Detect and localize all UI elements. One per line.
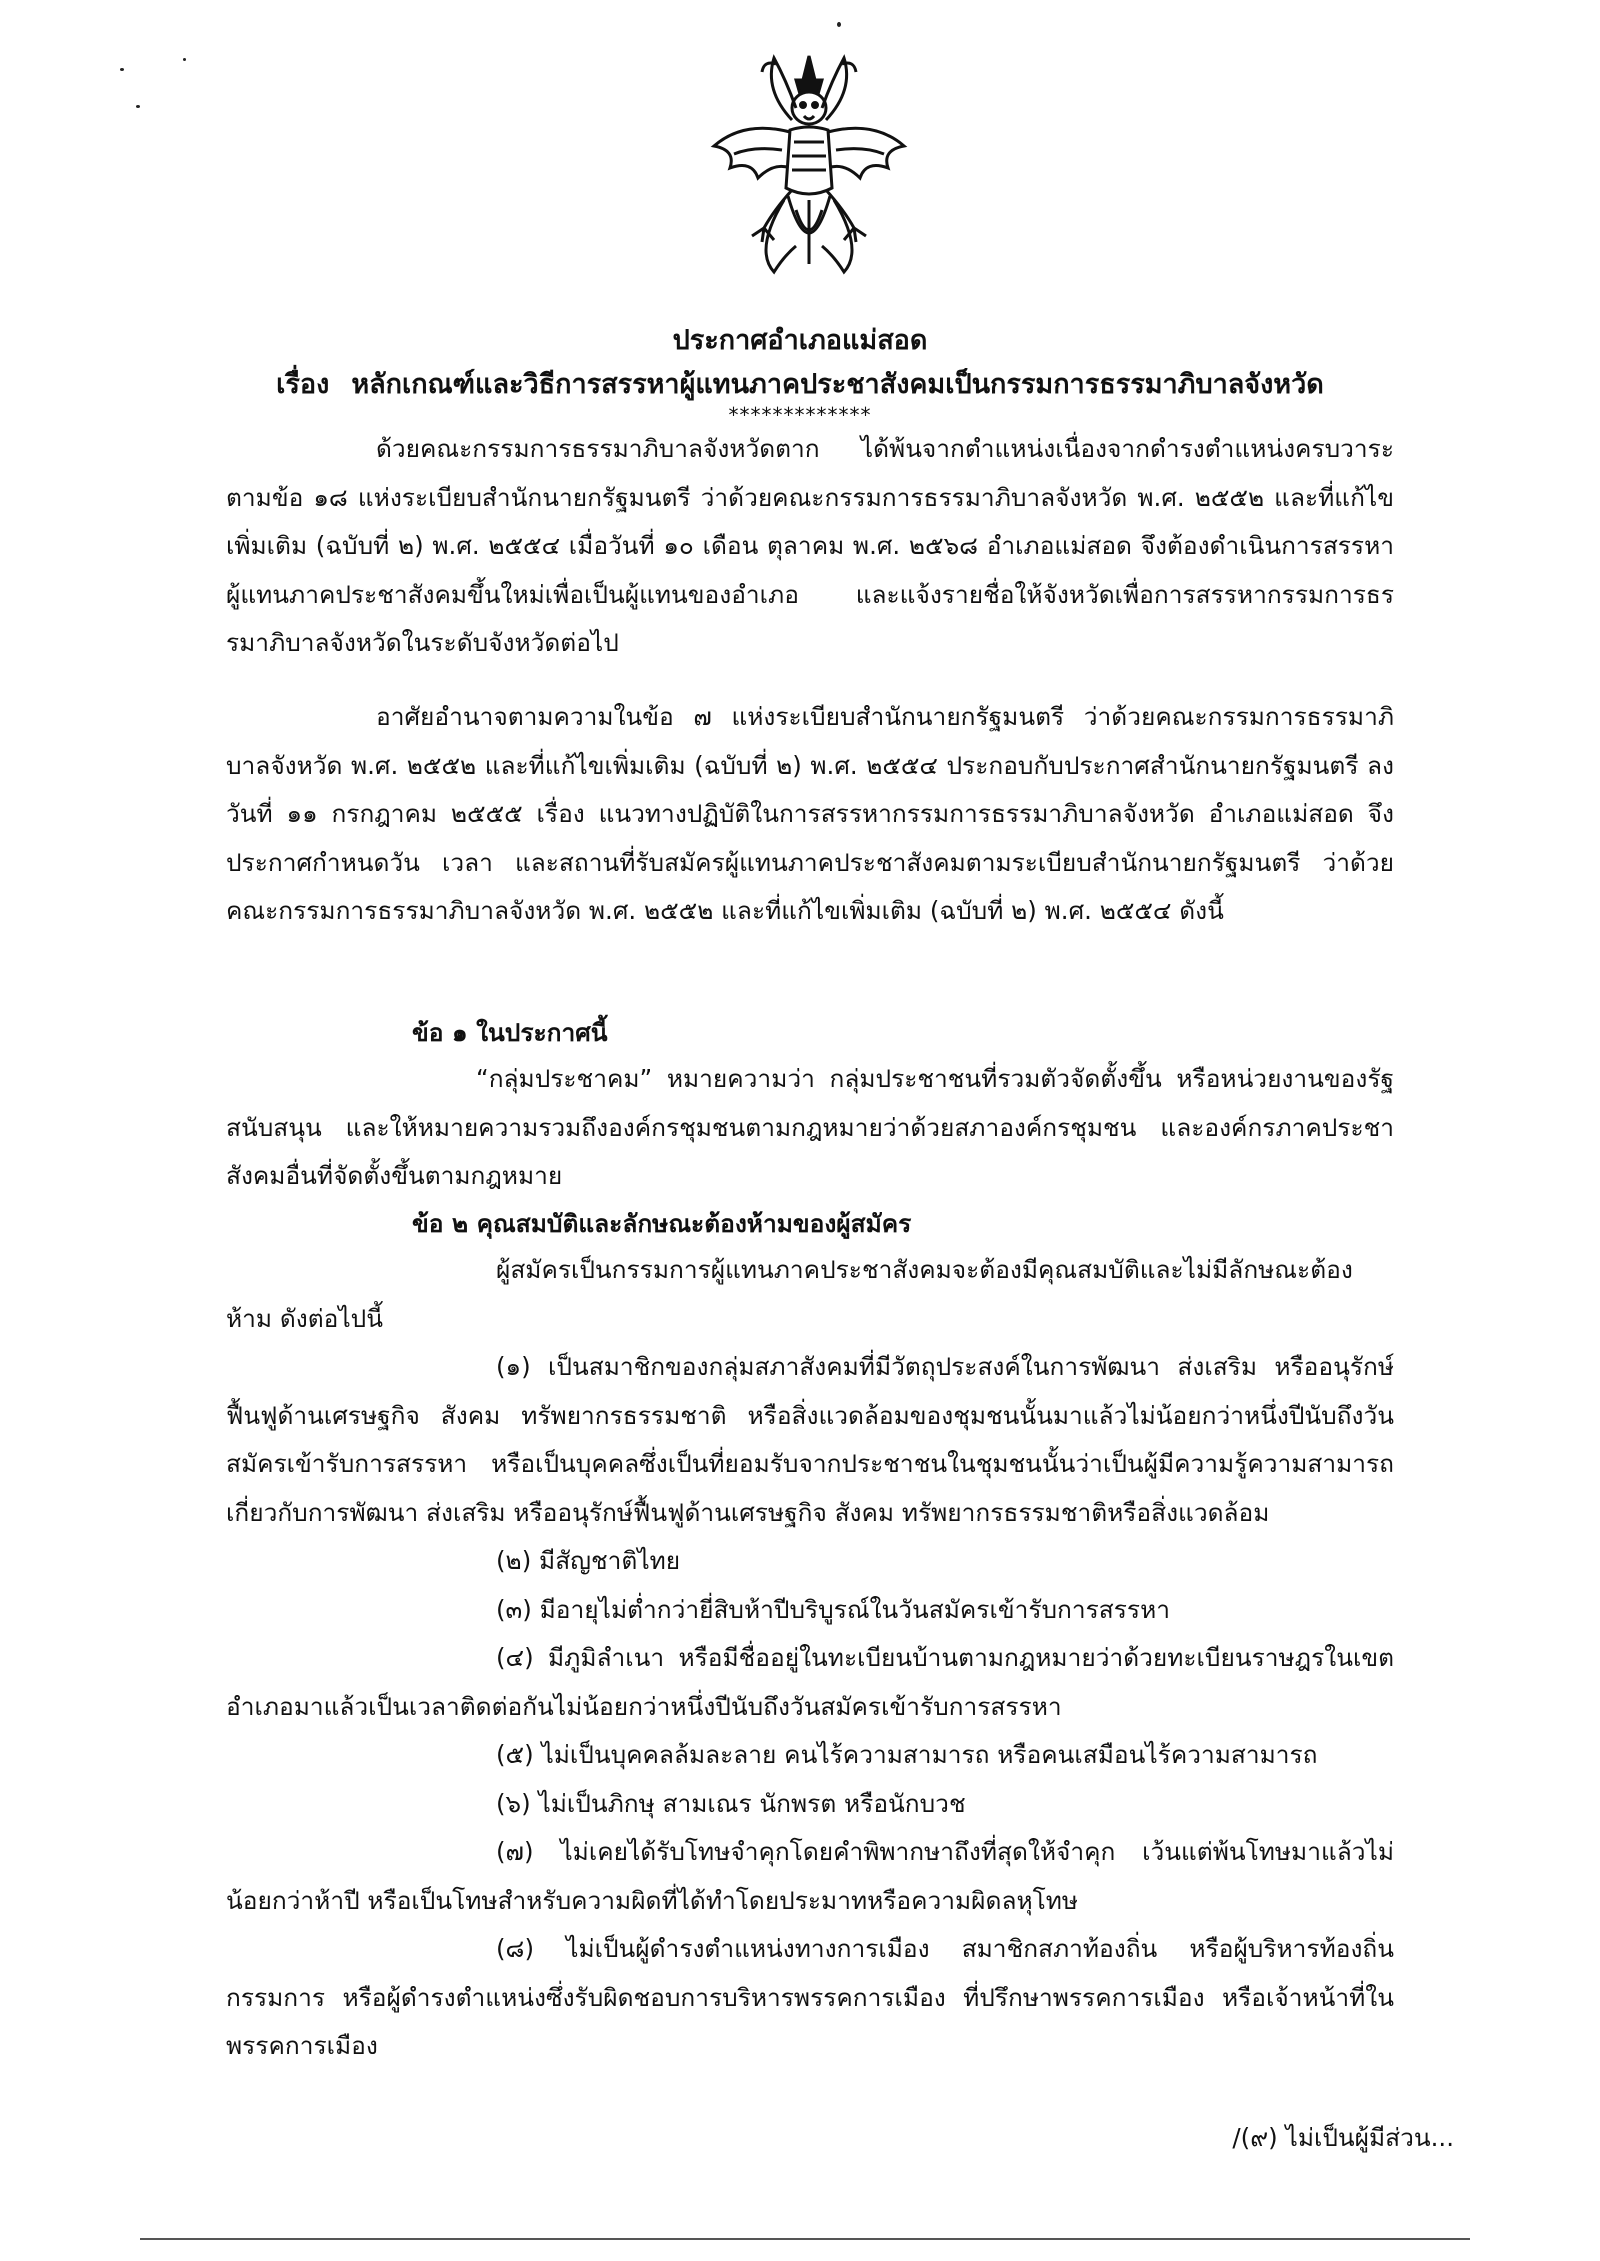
scan-speck [136, 105, 140, 108]
subject-text: หลักเกณฑ์และวิธีการสรรหาผู้แทนภาคประชาสังคมเป็นกรรมการธรรมาภิบาลจังหวัด [351, 369, 1324, 400]
list-item: (๒) มีสัญชาติไทย [496, 1546, 681, 1575]
clause-2-heading: ข้อ ๒ คุณสมบัติและลักษณะต้องห้ามของผู้สมัคร [412, 1209, 912, 1238]
clause-1-definition: “กลุ่มประชาคม” หมายความว่า กลุ่มประชาชนที่รวมตัวจัดตั้งขึ้น หรือหน่วยงานของรัฐสนับสนุน และให้หมายความรวมถึงองค์กรชุมชนตามกฎหมายว่าด้วยสภาองค์กรชุมชน และองค์กรภาคประชาสังคมอื่นที่จัดตั้งขึ้นตามกฎหมาย [226, 1064, 1394, 1190]
announcement-title: ประกาศอำเภอแม่สอด [672, 325, 928, 356]
list-item: (๘) ไม่เป็นผู้ดำรงตำแหน่งทางการเมือง สมาชิกสภาท้องถิ่น หรือผู้บริหารท้องถิ่น กรรมการ หรือผู้ดำรงตำแหน่งซึ่งรับผิดชอบการบริหารพรรคการเมือง ที่ปรึกษาพรรคการเมือง หรือเจ้าหน้าที่ในพรรคการเมือง [226, 1934, 1394, 2060]
clause-2-intro-text: ผู้สมัครเป็นกรรมการผู้แทนภาคประชาสังคมจะต้องมีคุณสมบัติและไม่มีลักษณะต้องห้าม ดังต่อไปนี้ [226, 1255, 1353, 1333]
announcement-subject [0, 362, 1600, 405]
continued-on-next-page: /(๙) ไม่เป็นผู้มีส่วน... [1232, 2123, 1454, 2152]
clause-1-heading: ข้อ ๑ ในประกาศนี้ [412, 1018, 608, 1047]
scan-speck [837, 22, 841, 27]
scan-speck [183, 58, 186, 61]
paragraph-2: อาศัยอำนาจตามความในข้อ ๗ แห่งระเบียบสำนักนายกรัฐมนตรี ว่าด้วยคณะกรรมการธรรมาภิบาลจังหวัด พ.ศ. ๒๕๕๒ และที่แก้ไขเพิ่มเติม (ฉบับที่ ๒) พ.ศ. ๒๕๕๔ ประกอบกับประกาศสำนักนายกรัฐมนตรี ลงวันที่ ๑๑ กรกฎาคม ๒๕๕๕ เรื่อง แนวทางปฏิบัติในการสรรหากรรมการธรรมาภิบาลจังหวัด อำเภอแม่สอด จึงประกาศกำหนดวัน เวลา และสถานที่รับสมัครผู้แทนภาคประชาสังคมตามระเบียบสำนักนายกรัฐมนตรี ว่าด้วยคณะกรรมการธรรมาภิบาลจังหวัด พ.ศ. ๒๕๕๒ และที่แก้ไขเพิ่มเติม (ฉบับที่ ๒) พ.ศ. ๒๕๕๔ ดังนี้ [226, 702, 1394, 925]
scan-bottom-edge [140, 2238, 1470, 2240]
scan-speck [120, 68, 124, 71]
subject-label: เรื่อง [276, 369, 330, 400]
garuda-emblem-icon [704, 50, 914, 280]
list-item: (๓) มีอายุไม่ต่ำกว่ายี่สิบห้าปีบริบูรณ์ในวันสมัครเข้ารับการสรรหา [496, 1594, 1170, 1624]
paragraph-1: ด้วยคณะกรรมการธรรมาภิบาลจังหวัดตาก ได้พ้นจากตำแหน่งเนื่องจากดำรงตำแหน่งครบวาระตามข้อ ๑๘ แห่งระเบียบสำนักนายกรัฐมนตรี ว่าด้วยคณะกรรมการธรรมาภิบาลจังหวัด พ.ศ. ๒๕๕๒ และที่แก้ไขเพิ่มเติม (ฉบับที่ ๒) พ.ศ. ๒๕๕๔ เมื่อวันที่ ๑๐ เดือน ตุลาคม พ.ศ. ๒๕๖๘ อำเภอแม่สอด จึงต้องดำเนินการสรรหาผู้แทนภาคประชาสังคมขึ้นใหม่เพื่อเป็นผู้แทนของอำเภอ และแจ้งรายชื่อให้จังหวัดเพื่อการสรรหากรรมการธรรมาภิบาลจังหวัดในระดับจังหวัดต่อไป [226, 434, 1394, 657]
star-divider: ************* [728, 403, 872, 427]
list-item: (๖) ไม่เป็นภิกษุ สามเณร นักพรต หรือนักบวช [496, 1788, 966, 1818]
list-item: (๗) ไม่เคยได้รับโทษจำคุกโดยคำพิพากษาถึงที่สุดให้จำคุก เว้นแต่พ้นโทษมาแล้วไม่น้อยกว่าห้าปี หรือเป็นโทษสำหรับความผิดที่ได้ทำโดยประมาทหรือความผิดลหุโทษ [226, 1837, 1394, 1915]
list-item: (๑) เป็นสมาชิกของกลุ่มสภาสังคมที่มีวัตถุประสงค์ในการพัฒนา ส่งเสริม หรืออนุรักษ์ฟื้นฟูด้านเศรษฐกิจ สังคม ทรัพยากรธรรมชาติ หรือสิ่งแวดล้อมของชุมชนนั้นมาแล้วไม่น้อยกว่าหนึ่งปีนับถึงวันสมัครเข้ารับการสรรหา หรือเป็นบุคคลซึ่งเป็นที่ยอมรับจากประชาชนในชุมชนนั้นว่าเป็นผู้มีความรู้ความสามารถเกี่ยวกับการพัฒนา ส่งเสริม หรืออนุรักษ์ฟื้นฟูด้านเศรษฐกิจ สังคม ทรัพยากรธรรมชาติหรือสิ่งแวดล้อม [226, 1352, 1394, 1527]
list-item: (๕) ไม่เป็นบุคคลล้มละลาย คนไร้ความสามารถ หรือคนเสมือนไร้ความสามารถ [496, 1740, 1318, 1769]
clause-2-intro [226, 1246, 1394, 2071]
list-item: (๔) มีภูมิลำเนา หรือมีชื่ออยู่ในทะเบียนบ้านตามกฎหมายว่าด้วยทะเบียนราษฎรในเขตอำเภอมาแล้วเป็นเวลาติดต่อกันไม่น้อยกว่าหนึ่งปีนับถึงวันสมัครเข้ารับการสรรหา [226, 1643, 1394, 1721]
